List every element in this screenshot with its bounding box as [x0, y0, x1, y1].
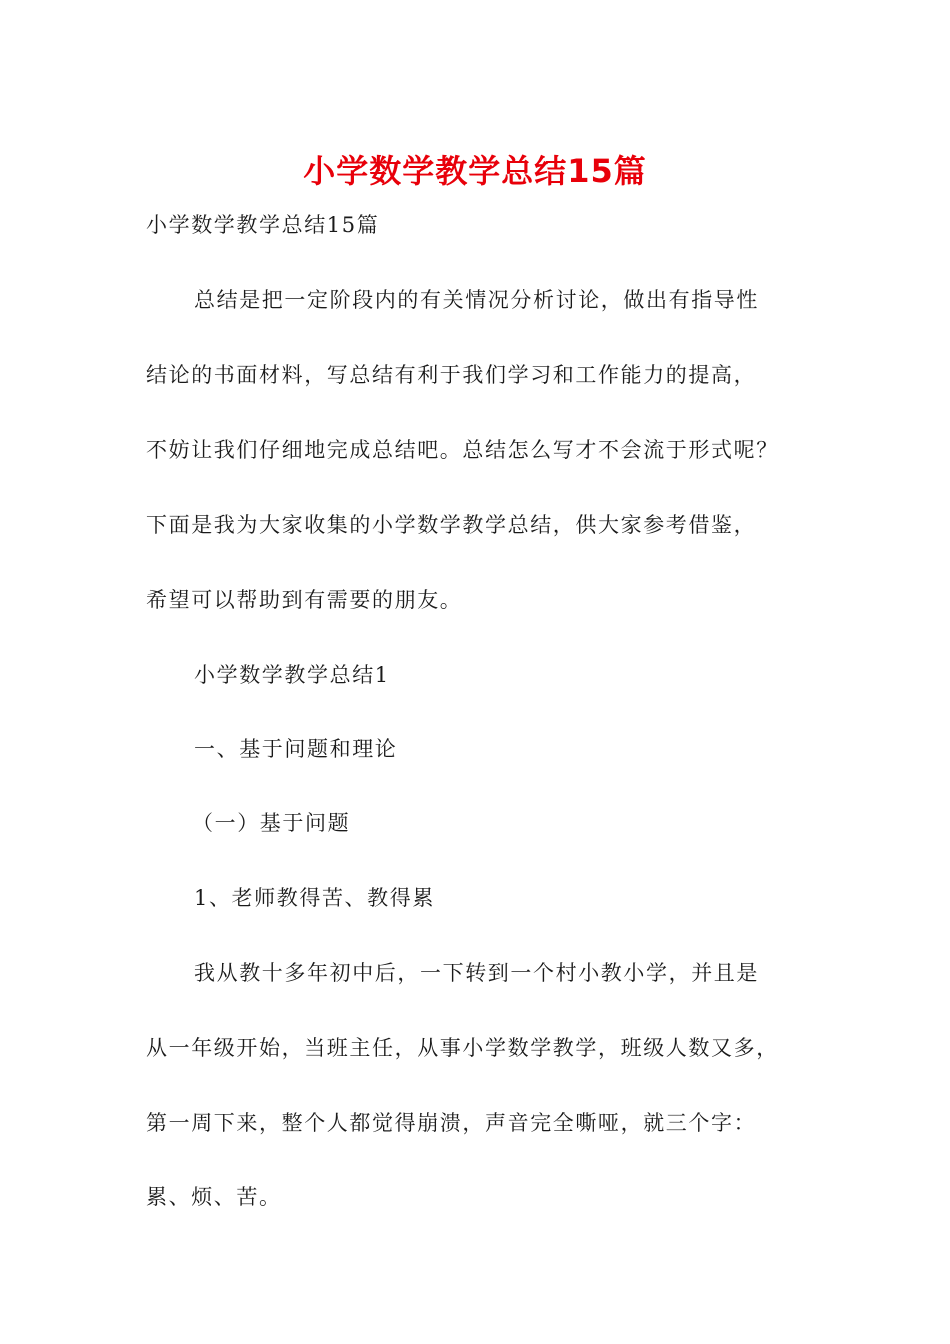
intro-line-1: 总结是把一定阶段内的有关情况分析讨论，做出有指导性	[194, 288, 759, 312]
document-title: 小学数学教学总结15篇	[303, 152, 647, 190]
intro-line-5: 希望可以帮助到有需要的朋友。	[146, 588, 463, 612]
section-heading: 小学数学教学总结1	[194, 663, 390, 687]
part-heading: 一、基于问题和理论	[194, 737, 398, 761]
sub-heading: （一）基于问题	[192, 811, 351, 835]
body-line-4: 累、烦、苦。	[146, 1185, 282, 1209]
body-line-3: 第一周下来，整个人都觉得崩溃，声音完全嘶哑，就三个字：	[146, 1111, 757, 1135]
body-line-1: 我从教十多年初中后，一下转到一个村小教小学，并且是	[194, 961, 759, 985]
intro-line-2: 结论的书面材料，写总结有利于我们学习和工作能力的提高，	[146, 363, 757, 387]
document-subtitle: 小学数学教学总结15篇	[146, 213, 380, 237]
intro-line-4: 下面是我为大家收集的小学数学教学总结，供大家参考借鉴，	[146, 513, 757, 537]
item-heading: 1、老师教得苦、教得累	[194, 886, 435, 910]
body-line-2: 从一年级开始，当班主任，从事小学数学教学，班级人数又多，	[146, 1036, 779, 1060]
intro-line-3: 不妨让我们仔细地完成总结吧。总结怎么写才不会流于形式呢？	[146, 438, 779, 462]
